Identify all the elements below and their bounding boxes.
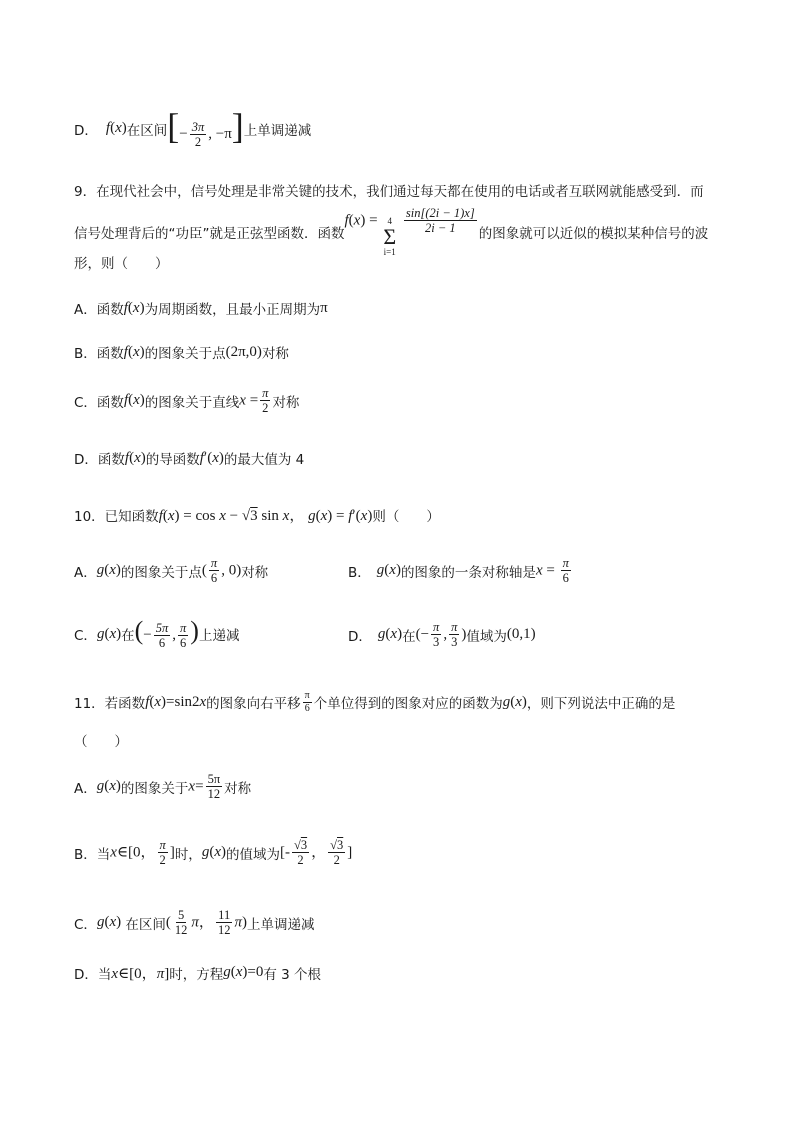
option-text: 上单调递减 <box>243 122 312 139</box>
math-expr: g(x) <box>96 778 121 795</box>
option-text: 的值域为 <box>225 846 280 863</box>
math-expr: x= $\frac{5\pi}{12}$ <box>188 772 221 802</box>
question-text: ，则下列说法中正确的是 <box>526 696 676 712</box>
math-expr: π <box>320 299 328 316</box>
option-text: B．函数 <box>74 346 124 362</box>
q11-stem-line-2 <box>74 730 128 750</box>
math-expr: g(x) <box>502 693 527 710</box>
interval-expr: [− $\frac{3\pi}{2}$ , −π] <box>167 106 244 150</box>
math-expr: g(x) <box>376 562 401 579</box>
option-text: D．函数 <box>74 452 125 468</box>
math-expr: ( $\frac{\pi}{6}$ , 0) <box>201 556 242 586</box>
q10-option-a <box>74 556 268 586</box>
q10-stem <box>74 504 440 525</box>
math-expr: x∈[0，π] <box>111 966 170 982</box>
interval-expr: (− $\frac{5\pi}{6}$ , $\frac{\pi}{6}$ ) <box>134 616 199 651</box>
math-expr: f(x) <box>124 449 146 466</box>
q11-stem-line-1 <box>74 690 675 714</box>
math-expr: f′(x) <box>199 449 224 466</box>
question-text: （ ） <box>74 734 128 750</box>
option-text: B．当 <box>74 846 111 863</box>
option-text: A．函数 <box>74 302 124 318</box>
option-text: 为周期函数，且最小正周期为 <box>144 302 321 318</box>
option-text: 的图象关于点 <box>144 346 226 362</box>
option-text: C．函数 <box>74 394 124 411</box>
question-text: 形，则（ ） <box>74 256 169 272</box>
interval-expr: ( $\frac{5}{12}$ π， $\frac{11}{12}$ π) <box>165 908 247 938</box>
q9-stem-line-1 <box>74 180 704 200</box>
math-expr: f(x)=sin2x <box>145 693 207 710</box>
option-text: C． <box>74 916 97 933</box>
math-expr: f(x) <box>123 299 145 316</box>
option-text: 在 <box>402 628 416 645</box>
q9-option-c <box>74 386 299 416</box>
math-expr: [- $\frac{√3}{2}$ ， $\frac{√3}{2}$ ] <box>279 838 353 868</box>
math-expr: g(x) <box>377 626 403 643</box>
option-text: 的图象关于直线 <box>144 394 240 411</box>
q11-option-b <box>74 838 352 868</box>
q9-stem-line-2 <box>74 206 708 257</box>
option-text: 在 <box>121 628 135 645</box>
option-text: 在区间 <box>125 916 166 933</box>
option-text: 的导函数 <box>145 452 200 468</box>
option-text: C． <box>74 628 97 645</box>
option-text: 的图象关于点 <box>120 564 202 581</box>
option-text: B． <box>348 564 371 581</box>
option-text: 时，方程 <box>169 966 224 983</box>
interval-expr: (− $\frac{\pi}{3}$ , $\frac{\pi}{3}$ ) <box>415 620 467 650</box>
math-expr: g(x) <box>96 914 122 931</box>
math-expr: f(x) <box>105 120 127 137</box>
q8-option-d <box>74 108 311 149</box>
q11-option-a <box>74 772 251 802</box>
question-text: 11．若函数 <box>74 696 146 712</box>
question-text: 9．在现代社会中，信号处理是非常关键的技术，我们通过每天都在使用的电话或者互联网就能感受到．而 <box>74 184 704 200</box>
option-text: 的最大值为 4 <box>223 452 305 468</box>
q11-option-c <box>74 908 314 938</box>
option-text: 有 3 个根 <box>263 966 322 983</box>
question-text: 的图象向右平移 <box>206 696 301 712</box>
math-expr: g(x) <box>201 844 226 861</box>
function-def: f(x) = 4 Σ i=1 $\frac{\sin[(2i - 1)x]}{2i - 1}$ <box>344 206 475 258</box>
option-text: 对称 <box>241 564 269 581</box>
option-text: D． <box>348 628 372 645</box>
question-text: 10．已知函数 <box>74 508 159 525</box>
q10-option-c <box>74 618 239 650</box>
question-text: 信号处理背后的“功臣”就是正弦型函数．函数 <box>74 225 345 242</box>
math-expr: (0,1) <box>506 626 536 643</box>
option-text: 上单调递减 <box>246 916 315 933</box>
q9-option-b <box>74 342 289 362</box>
math-expr: f(x) <box>123 392 145 409</box>
math-expr: g(x) <box>96 562 121 579</box>
option-text: 的图象关于 <box>120 780 189 797</box>
q9-option-a <box>74 298 328 318</box>
q11-option-d <box>74 962 321 983</box>
option-text: A． <box>74 564 97 581</box>
math-expr: f(x) <box>123 343 145 360</box>
question-text: 则（ ） <box>372 508 440 525</box>
option-text: 在区间 <box>126 122 168 139</box>
math-expr: x∈[0， $\frac{\pi}{2}$ ] <box>110 838 175 868</box>
question-text: 个单位得到的图象对应的函数为 <box>313 696 503 712</box>
option-text: 的图象的一条对称轴是 <box>400 564 536 581</box>
math-expr: g(x) <box>96 625 122 642</box>
math-expr: x = $\frac{\pi}{6}$ <box>535 556 569 586</box>
question-text: 的图象就可以近似的模拟某种信号的波 <box>478 225 709 242</box>
math-expr: $\frac{\pi}{6}$ <box>304 690 310 714</box>
q9-stem-line-3 <box>74 252 169 272</box>
option-text: 对称 <box>261 346 289 362</box>
q10-option-d <box>348 620 536 650</box>
math-expr: g(x)=0 <box>223 964 264 980</box>
option-text: 对称 <box>272 394 300 411</box>
option-text: 上递减 <box>198 628 240 645</box>
option-label: D． <box>74 122 98 139</box>
summation-symbol: 4 Σ i=1 <box>383 216 397 258</box>
function-def: f(x) = cos x − √3 sin x， g(x) = f′(x) <box>158 508 373 524</box>
option-text: 值域为 <box>466 628 507 645</box>
option-text: 时， <box>174 846 202 863</box>
option-text: A． <box>74 780 97 797</box>
q10-option-b <box>348 556 573 586</box>
option-text: 对称 <box>224 780 252 797</box>
q9-option-d <box>74 448 304 468</box>
math-expr: (2π,0) <box>225 343 262 360</box>
math-expr: x = $\frac{\pi}{2}$ <box>239 386 269 416</box>
option-text: D．当 <box>74 966 112 983</box>
